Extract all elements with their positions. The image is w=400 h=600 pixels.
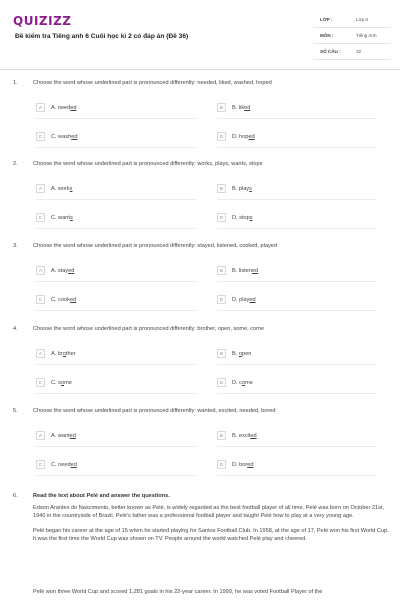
option-label xyxy=(51,351,76,357)
option-letter-box: C xyxy=(36,132,45,141)
option-underlined-part: o xyxy=(241,379,246,386)
option-underlined-part: ed xyxy=(248,133,255,140)
question-text: Choose the word whose underlined part is pronounced differently: needed, liked, washed, hoped xyxy=(33,80,272,86)
meta-info-box xyxy=(313,13,391,60)
option-underlined-part: s xyxy=(249,185,252,192)
option-divider xyxy=(217,364,377,365)
option-divider xyxy=(217,310,377,311)
option-label xyxy=(232,134,255,140)
option-divider xyxy=(217,199,377,200)
option-underlined-part: s xyxy=(249,214,253,221)
answer-option-a[interactable] xyxy=(36,103,201,116)
option-letter-box: B xyxy=(217,266,226,275)
option-text-pre: C. want xyxy=(51,214,70,221)
option-label xyxy=(51,380,72,386)
option-label xyxy=(51,297,76,303)
option-text-pre: B. listen xyxy=(232,267,252,274)
option-label xyxy=(232,268,258,274)
option-text-pre: D. stop xyxy=(232,214,250,221)
option-text-pre: D. play xyxy=(232,296,250,303)
document-header xyxy=(0,0,400,70)
option-letter-box: A xyxy=(36,349,45,358)
option-divider xyxy=(36,118,196,119)
meta-row-count xyxy=(313,45,391,60)
meta-value: 32 xyxy=(356,49,362,54)
option-divider xyxy=(217,393,377,394)
option-letter-box: B xyxy=(217,184,226,193)
answer-option-b[interactable] xyxy=(217,103,382,116)
option-underlined-part: ed xyxy=(251,267,259,274)
option-underlined-part: ed xyxy=(249,296,256,303)
option-label xyxy=(51,186,72,192)
option-divider xyxy=(217,147,377,148)
answer-option-d[interactable] xyxy=(217,378,382,391)
option-letter-box: A xyxy=(36,431,45,440)
option-underlined-part: ed xyxy=(69,296,77,303)
answer-option-c[interactable] xyxy=(36,132,201,145)
document-title: Đề kiểm tra Tiếng anh 6 Cuối học kì 2 có đáp án (Đề 36) xyxy=(15,33,189,40)
answer-option-a[interactable] xyxy=(36,266,201,279)
option-label xyxy=(232,105,250,111)
question-number: 2. xyxy=(13,161,18,167)
option-divider xyxy=(36,475,196,476)
option-text-pre: B. play xyxy=(232,185,250,192)
option-divider xyxy=(36,364,196,365)
question-number: 6. xyxy=(13,493,18,499)
option-divider xyxy=(217,118,377,119)
option-underlined-part: ed xyxy=(244,104,251,111)
option-divider xyxy=(36,281,196,282)
question-text: Choose the word whose underlined part is pronounced differently: stayed, listened, cooked, played xyxy=(33,243,277,249)
meta-row-subject xyxy=(313,29,391,44)
option-letter-box: A xyxy=(36,103,45,112)
answer-option-d[interactable] xyxy=(217,295,382,308)
option-letter-box: B xyxy=(217,349,226,358)
option-letter-box: B xyxy=(217,103,226,112)
option-label xyxy=(232,433,257,439)
option-underlined-part: o xyxy=(62,350,66,357)
reading-paragraph-3: Pelé won three World Cup and scored 1,281 goals in his 22-year career. In 1999, he was voted Football Player of the xyxy=(33,589,323,595)
answer-option-c[interactable] xyxy=(36,295,201,308)
meta-value: Tiếng Anh xyxy=(356,33,377,38)
option-divider xyxy=(217,281,377,282)
answer-option-a[interactable] xyxy=(36,184,201,197)
option-label xyxy=(51,433,76,439)
answer-option-c[interactable] xyxy=(36,460,201,473)
answer-option-d[interactable] xyxy=(217,460,382,473)
option-label xyxy=(232,380,253,386)
reading-paragraph-1: Edson Arantes do Nascimento, better known as Pelé, is widely regarded as the best football player of all time. Pelé was born on October 21st, 1940 in the countryside of Brazil. Pelé's father was a professional football player and taught Pelé how to play at a very young age. xyxy=(33,505,385,519)
option-underlined-part: ed xyxy=(71,133,78,140)
option-letter-box: D xyxy=(217,378,226,387)
option-underlined-part: ed xyxy=(250,432,257,439)
option-divider xyxy=(217,446,377,447)
option-label xyxy=(51,105,77,111)
question-text: Choose the word whose underlined part is pronounced differently: brother, open, some, come xyxy=(33,326,264,332)
option-label xyxy=(51,462,77,468)
option-letter-box: D xyxy=(217,132,226,141)
option-letter-box: D xyxy=(217,213,226,222)
option-text-pre: B. lik xyxy=(232,104,245,111)
question-number: 1. xyxy=(13,80,18,86)
option-text-pre: D. c xyxy=(232,379,242,386)
answer-option-b[interactable] xyxy=(217,349,382,362)
option-underlined-part: ed xyxy=(69,432,76,439)
question-text: Choose the word whose underlined part is pronounced differently: works, plays, wants, stops xyxy=(33,161,263,167)
option-underlined-part: o xyxy=(60,379,65,386)
answer-option-b[interactable] xyxy=(217,184,382,197)
option-text-post: pen xyxy=(241,350,252,357)
option-label xyxy=(232,186,252,192)
option-letter-box: C xyxy=(36,213,45,222)
option-divider xyxy=(217,475,377,476)
option-letter-box: D xyxy=(217,295,226,304)
question-number: 5. xyxy=(13,408,18,414)
option-letter-box: B xyxy=(217,431,226,440)
option-label xyxy=(51,134,77,140)
option-label xyxy=(232,215,253,221)
option-text-pre: C. cook xyxy=(51,296,70,303)
meta-row-class xyxy=(313,13,391,28)
option-letter-box: A xyxy=(36,266,45,275)
option-divider xyxy=(36,228,196,229)
option-letter-box: C xyxy=(36,460,45,469)
option-underlined-part: s xyxy=(69,185,73,192)
option-text-post: me xyxy=(245,379,253,386)
option-text-pre: A. want xyxy=(51,432,70,439)
option-text-post: ther xyxy=(65,350,76,357)
option-label xyxy=(51,268,74,274)
option-underlined-part: s xyxy=(69,214,73,221)
question-number: 4. xyxy=(13,326,18,332)
answer-option-a[interactable] xyxy=(36,431,201,444)
option-underlined-part: ed xyxy=(68,267,75,274)
answer-option-d[interactable] xyxy=(217,132,382,145)
meta-key: SỐ CÂU : xyxy=(320,49,341,54)
option-text-pre: A. need xyxy=(51,104,71,111)
quizizz-logo: QUIZIZZ xyxy=(13,14,72,28)
option-divider xyxy=(36,199,196,200)
answer-option-a[interactable] xyxy=(36,349,201,362)
option-label xyxy=(232,297,256,303)
answer-option-c[interactable] xyxy=(36,378,201,391)
option-letter-box: C xyxy=(36,295,45,304)
option-text-pre: B. excit xyxy=(232,432,251,439)
option-label xyxy=(232,462,253,468)
option-label xyxy=(51,215,73,221)
option-text-pre: D. hop xyxy=(232,133,249,140)
option-underlined-part: ed xyxy=(247,461,254,468)
answer-option-b[interactable] xyxy=(217,431,382,444)
option-divider xyxy=(36,147,196,148)
option-text-pre: C. need xyxy=(51,461,71,468)
answer-option-d[interactable] xyxy=(217,213,382,226)
option-text-pre: C. s xyxy=(51,379,61,386)
option-text-post: me xyxy=(64,379,72,386)
option-divider xyxy=(36,393,196,394)
meta-value: Lớp 6 xyxy=(356,17,368,22)
question-text: Choose the word whose underlined part is pronounced differently: wanted, excited, needed, bored xyxy=(33,408,276,414)
reading-paragraph-2: Pelé began his career at the age of 15 when he started playing for Santos Football Club. In 1958, at the age of 17, Pelé won his first World Cup. It was the first time the World Cup was shown on TV. People around the world watched Pelé play and cheered. xyxy=(33,528,389,542)
option-divider xyxy=(36,446,196,447)
option-divider xyxy=(36,310,196,311)
meta-key: LỚP : xyxy=(320,17,333,22)
option-text-pre: B. xyxy=(232,350,239,357)
answer-option-c[interactable] xyxy=(36,213,201,226)
option-underlined-part: ed xyxy=(70,461,77,468)
option-text-pre: C. wash xyxy=(51,133,72,140)
option-underlined-part: ed xyxy=(70,104,77,111)
answer-option-b[interactable] xyxy=(217,266,382,279)
option-text-pre: A. stay xyxy=(51,267,69,274)
meta-key: MÔN : xyxy=(320,33,334,38)
option-letter-box: C xyxy=(36,378,45,387)
option-letter-box: D xyxy=(217,460,226,469)
option-letter-box: A xyxy=(36,184,45,193)
option-text-pre: A. work xyxy=(51,185,70,192)
reading-heading: Read the text about Pelé and answer the questions. xyxy=(33,493,170,499)
question-number: 3. xyxy=(13,243,18,249)
option-divider xyxy=(217,228,377,229)
option-label xyxy=(232,351,251,357)
option-text-pre: A. br xyxy=(51,350,63,357)
option-text-pre: D. bor xyxy=(232,461,248,468)
option-underlined-part: o xyxy=(238,350,242,357)
